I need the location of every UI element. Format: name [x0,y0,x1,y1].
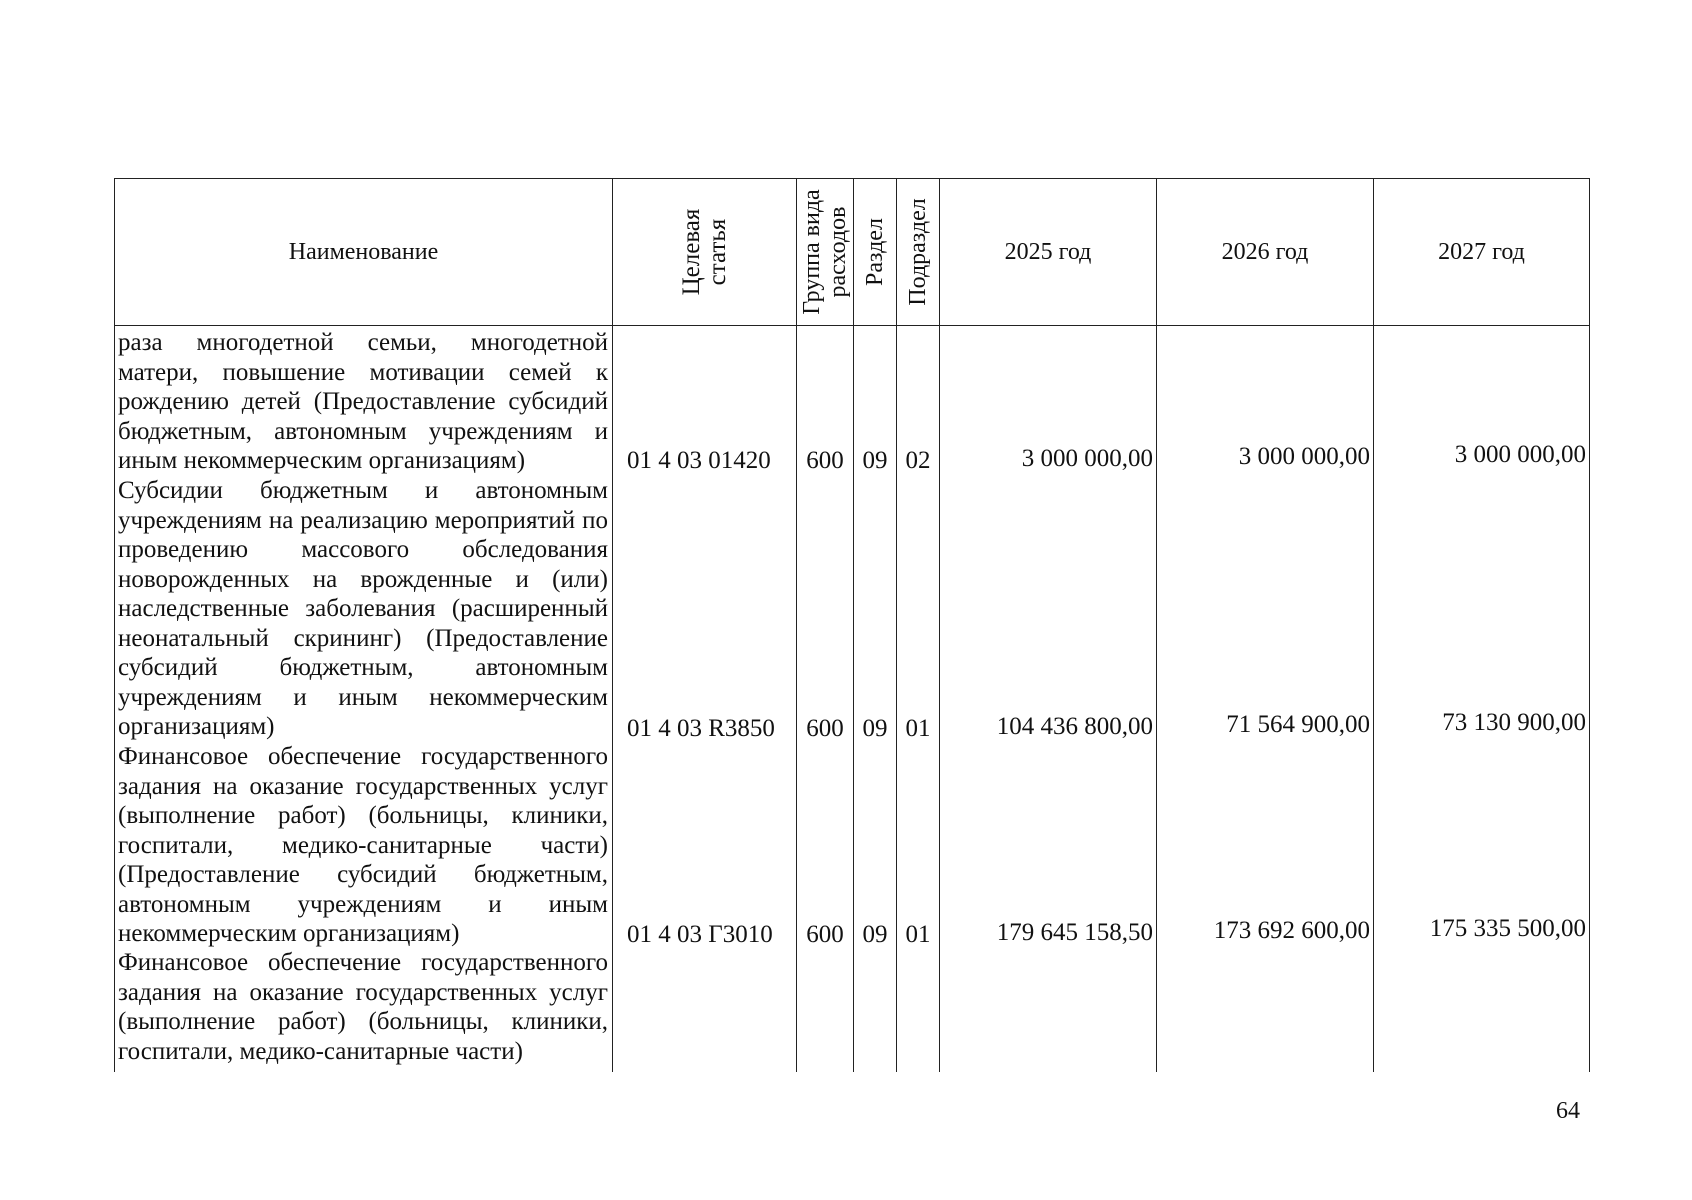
section-cell [854,326,897,1072]
row-1-y2026: 3 000 000,00 [1238,443,1370,470]
header-name: Наименование [115,179,613,326]
row-2-name: Субсидии бюджетным и автономным учреждениям на реализацию мероприятий по проведению массового обследования новорожденных на врожденные и (или) наследственные заболевания (расширенный неонатальный скрининг) (Предоставление субсидий бюджетным, автономным учреждениям и иным некоммерческим организациям) [118,477,608,740]
table-row [115,326,1590,1072]
row-3-name: Финансовое обеспечение государственного задания на оказание государственных услуг (выполнение работ) (больницы, клиники, госпитали, медико-санитарные части) (Предоставление субсидий бюджетным, автономным учреждениям и иным некоммерческим организациям) [118,743,608,947]
row-1-section: 09 [862,447,888,474]
row-3-section: 09 [862,921,888,948]
row-1-y2025: 3 000 000,00 [1021,445,1153,472]
table-header-row [115,179,1590,326]
header-2026: 2026 год [1157,179,1374,326]
header-target-article: Целевая статья [613,179,797,326]
budget-table [114,178,1590,1072]
y2026-cell [1157,326,1374,1072]
row-2-y2027: 73 130 900,00 [1442,709,1586,736]
row-2-section: 09 [862,715,888,742]
header-2027: 2027 год [1374,179,1590,326]
row-1-subsection: 02 [905,447,931,474]
row-2-expense-group: 600 [806,715,844,742]
header-expense-group: Группа вида расходов [797,179,854,326]
header-2025: 2025 год [940,179,1157,326]
row-3-target-article: 01 4 03 Г3010 [627,921,773,948]
row-3-expense-group: 600 [806,921,844,948]
row-4-name: Финансовое обеспечение государственного задания на оказание государственных услуг (выполнение работ) (больницы, клиники, госпитали, медико-санитарные части) [118,949,608,1065]
y2025-cell [940,326,1157,1072]
row-3-subsection: 01 [905,921,931,948]
header-subsection: Подраздел [897,179,940,326]
page-number: 64 [1556,1098,1580,1124]
row-2-target-article: 01 4 03 R3850 [627,715,775,742]
y2027-cell [1374,326,1590,1072]
name-cell [115,326,613,1072]
row-2-y2025: 104 436 800,00 [996,713,1153,740]
row-2-y2026: 71 564 900,00 [1226,711,1370,738]
row-1-name: раза многодетной семьи, многодетной матери, повышение мотивации семей к рождению детей (Предоставление субсидий бюджетным, автономным учреждениям и иным некоммерческим организациям) [118,329,608,474]
row-2-subsection: 01 [905,715,931,742]
expense-group-cell [797,326,854,1072]
row-3-y2027: 175 335 500,00 [1429,915,1586,942]
subsection-cell [897,326,940,1072]
row-1-expense-group: 600 [806,447,844,474]
row-1-target-article: 01 4 03 01420 [627,447,771,474]
target-article-cell [613,326,797,1072]
row-3-y2025: 179 645 158,50 [996,919,1153,946]
row-3-y2026: 173 692 600,00 [1213,917,1370,944]
header-section: Раздел [854,179,897,326]
row-1-y2027: 3 000 000,00 [1454,441,1586,468]
